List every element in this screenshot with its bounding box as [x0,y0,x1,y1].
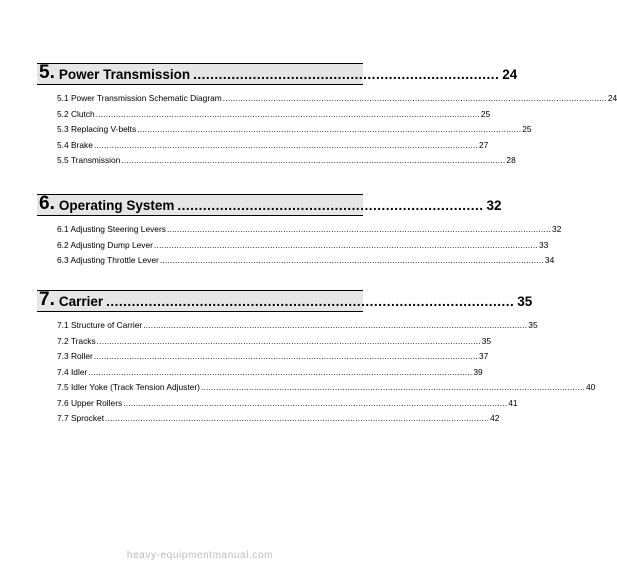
entry-title: 5.5 Transmission [57,155,121,165]
entry-title: 6.3 Adjusting Throttle Lever [57,255,159,265]
toc-entry[interactable] [57,365,483,381]
entry-page: 32 [552,224,562,234]
entry-page: 41 [508,397,518,408]
section-title: Operating System [58,198,175,213]
dot-leader: ........................................................................................................................................................ [143,320,528,330]
toc-entry[interactable] [57,238,549,254]
toc-entry[interactable] [57,411,500,427]
entry-title: 7.1 Structure of Carrier [57,320,143,330]
toc-entry[interactable] [57,138,489,154]
entry-page: 33 [539,239,549,250]
section-page: 35 [517,294,533,309]
dot-leader: ........................................................................................................................................................ [96,335,481,346]
entry-page: 42 [490,413,500,423]
entry-title: 6.1 Adjusting Steering Levers [57,224,166,234]
toc-section-6 [37,193,562,269]
dot-leader: ........................................................................................................................................................ [123,397,508,408]
dot-leader: ........................................................................................................................................................ [105,413,490,423]
dot-leader: ........................................................................................................................................................ [153,239,538,250]
entry-title: 7.6 Upper Rollers [57,397,123,408]
entry-title: 7.4 Idler [57,366,88,377]
entry-title: 7.2 Tracks [57,335,96,346]
dot-leader: ........................................................................................................................................................ [159,255,544,265]
dot-leader: ........................................................................................................................................................ [93,351,478,361]
dot-leader: ................................................................................................ [106,294,515,309]
section-number: 7. [39,289,55,310]
entry-page: 39 [473,366,483,377]
toc-entry[interactable] [57,396,518,412]
entry-page: 34 [544,255,555,265]
dot-leader: ........................................................................................................................................................ [222,93,607,103]
section-number: 6. [39,193,55,214]
toc-entry[interactable] [57,318,538,334]
entry-list [57,318,596,427]
entry-page: 40 [586,382,596,392]
toc-entry[interactable] [57,153,516,169]
toc-section-7 [37,289,596,427]
section-page: 24 [502,67,518,82]
dot-leader: ........................................................................ [193,67,500,82]
section-number: 5. [39,62,55,83]
entry-list [57,222,562,269]
entry-list [57,91,617,169]
toc-section-5 [37,62,617,169]
dot-leader: ........................................................................................................................................................ [137,124,522,134]
section-title: Power Transmission [58,67,191,82]
entry-page: 25 [522,124,532,134]
toc-entry[interactable] [57,380,596,396]
entry-title: 5.4 Brake [57,139,93,150]
toc-entry[interactable] [57,253,555,269]
entry-page: 24 [607,93,617,103]
section-title: Carrier [58,294,104,309]
dot-leader: ........................................................................ [177,198,484,213]
toc-entry[interactable] [57,222,562,238]
dot-leader: ........................................................................................................................................................ [88,366,473,377]
section-page: 32 [486,198,502,213]
section-heading[interactable] [37,62,518,85]
toc-entry[interactable] [57,334,492,350]
section-heading[interactable] [37,193,502,216]
entry-title: 6.2 Adjusting Dump Lever [57,239,153,250]
toc-entry[interactable] [57,122,532,138]
toc-entry[interactable] [57,107,491,123]
entry-title: 7.7 Sprocket [57,413,105,423]
entry-title: 7.5 Idler Yoke (Track Tension Adjuster) [57,382,200,392]
dot-leader: ........................................................................................................................................................ [95,108,480,119]
toc-entry[interactable] [57,91,617,107]
entry-title: 5.2 Clutch [57,108,95,119]
footer-watermark: heavy-equipmentmanual.com [126,550,274,561]
section-heading[interactable] [37,289,533,312]
entry-title: 7.3 Roller [57,351,93,361]
entry-title: 5.3 Replacing V-belts [57,124,137,134]
dot-leader: ........................................................................................................................................................ [121,155,506,165]
dot-leader: ........................................................................................................................................................ [93,139,478,150]
entry-page: 28 [506,155,516,165]
toc-entry[interactable] [57,349,489,365]
dot-leader: ........................................................................................................................................................ [200,382,586,392]
dot-leader: ........................................................................................................................................................ [166,224,552,234]
entry-page: 37 [478,351,489,361]
entry-page: 35 [528,320,538,330]
entry-page: 25 [480,108,491,119]
entry-page: 35 [481,335,492,346]
entry-title: 5.1 Power Transmission Schematic Diagram [57,93,222,103]
entry-page: 27 [478,139,489,150]
